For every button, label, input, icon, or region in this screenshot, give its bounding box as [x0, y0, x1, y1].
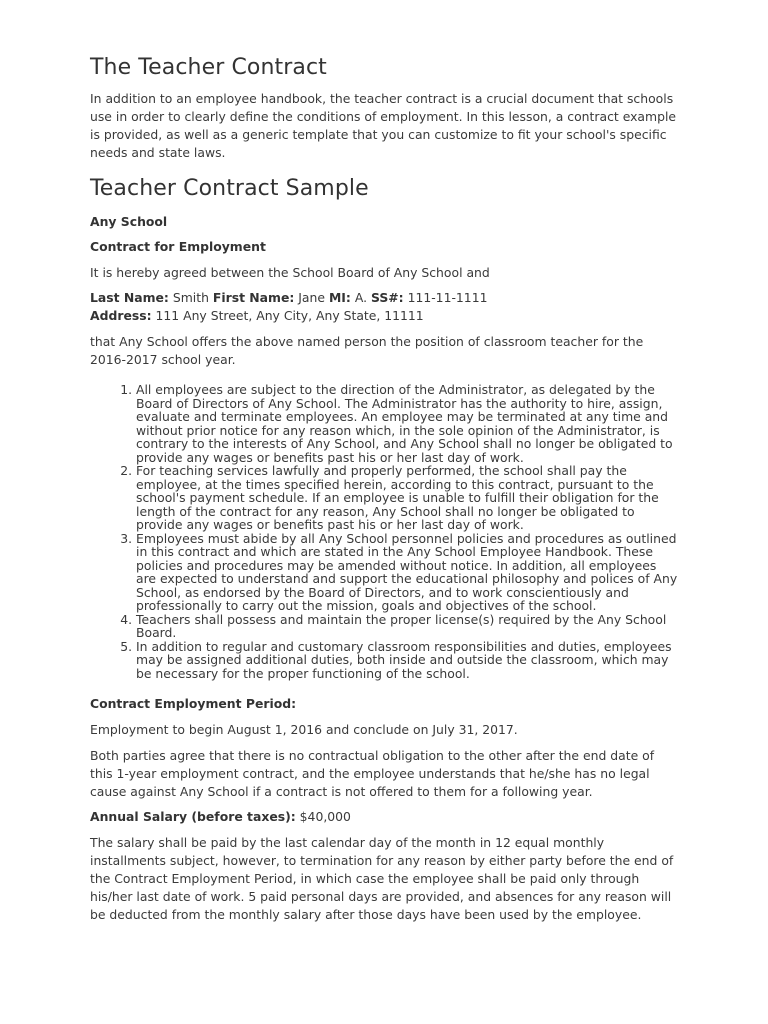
salary-line: [90, 808, 680, 826]
document-page: [90, 54, 680, 931]
address-label: Address:: [90, 308, 152, 323]
mi-value: A.: [354, 290, 368, 305]
period-text: Employment to begin August 1, 2016 and conclude on July 31, 2017.: [90, 722, 518, 737]
contract-title: Contract for Employment: [90, 239, 266, 254]
agreement-line: It is hereby agreed between the School Board of Any School and: [90, 265, 490, 280]
list-item: 1. All employees are subject to the direction of the Administrator, as delegated by the Board of Directors of Any School. The Administrator has the authority to hire, assign, evaluate and terminate employees. An employee may be terminated at any time and without prior notice for any reason which, in the sole opinion of the Administrator, is contrary to the interests of Any School, and Any School shall no longer be obligated to provide any wages or benefits past his or her last day of work.: [136, 383, 680, 464]
ss-value: 111-11-1111: [407, 290, 488, 305]
salary-label: Annual Salary (before taxes):: [90, 809, 296, 824]
list-item: 4. Teachers shall possess and maintain the proper license(s) required by the Any School Board.: [136, 613, 680, 640]
salary-text: The salary shall be paid by the last calendar day of the month in 12 equal monthly installments subject, however, to termination for any reason by either party before the end of the Contract Employment Period, in which case the employee shall be paid only through his/her last date of work. 5 paid personal days are provided, and absences for any reason will be deducted from the monthly salary after those days have been used by the employee.: [90, 835, 674, 922]
page-title: The Teacher Contract: [90, 55, 327, 80]
ss-label: SS#:: [370, 290, 404, 305]
list-item: 2. For teaching services lawfully and properly performed, the school shall pay the employee, at the times specified herein, according to this contract, pursuant to the school's payment schedule. If an employee is unable to fulfill their obligation for the length of the contract for any reason, Any School shall no longer be obligated to provide any wages or benefits past his or her last day of work.: [136, 464, 680, 532]
terms-list: [90, 383, 680, 680]
last-name-value: Smith: [172, 290, 209, 305]
mi-label: MI:: [328, 290, 351, 305]
first-name-label: First Name:: [212, 290, 295, 305]
list-item: 5. In addition to regular and customary classroom responsibilities and duties, employees may be assigned additional duties, both inside and outside the classroom, which may be necessary for the proper functioning of the school.: [136, 640, 680, 681]
sample-heading: Teacher Contract Sample: [90, 176, 369, 201]
list-item: 3. Employees must abide by all Any School personnel policies and procedures as outlined in this contract and which are stated in the Any School Employee Handbook. These policies and procedures may be amended without notice. In addition, all employees are expected to understand and support the educational philosophy and polices of Any School, as endorsed by the Board of Directors, and to work conscientiously and professionally to carry out the mission, goals and objectives of the school.: [136, 532, 680, 613]
school-name: Any School: [90, 214, 168, 229]
offer-text: that Any School offers the above named person the position of classroom teacher for the 2016-2017 school year.: [90, 334, 644, 367]
last-name-label: Last Name:: [90, 290, 169, 305]
intro-paragraph: In addition to an employee handbook, the teacher contract is a crucial document that schools use in order to clearly define the conditions of employment. In this lesson, a contract example is provided, as well as a generic template that you can customize to fit your school's specific needs and state laws.: [90, 91, 677, 160]
salary-value: $40,000: [299, 809, 351, 824]
employee-details: [90, 289, 680, 325]
first-name-value: Jane: [298, 290, 325, 305]
address-value: 111 Any Street, Any City, Any State, 11111: [155, 308, 424, 323]
period-heading: Contract Employment Period:: [90, 696, 297, 711]
obligation-text: Both parties agree that there is no contractual obligation to the other after the end date of this 1-year employment contract, and the employee understands that he/she has no legal cause against Any School if a contract is not offered to them for a following year.: [90, 748, 655, 799]
